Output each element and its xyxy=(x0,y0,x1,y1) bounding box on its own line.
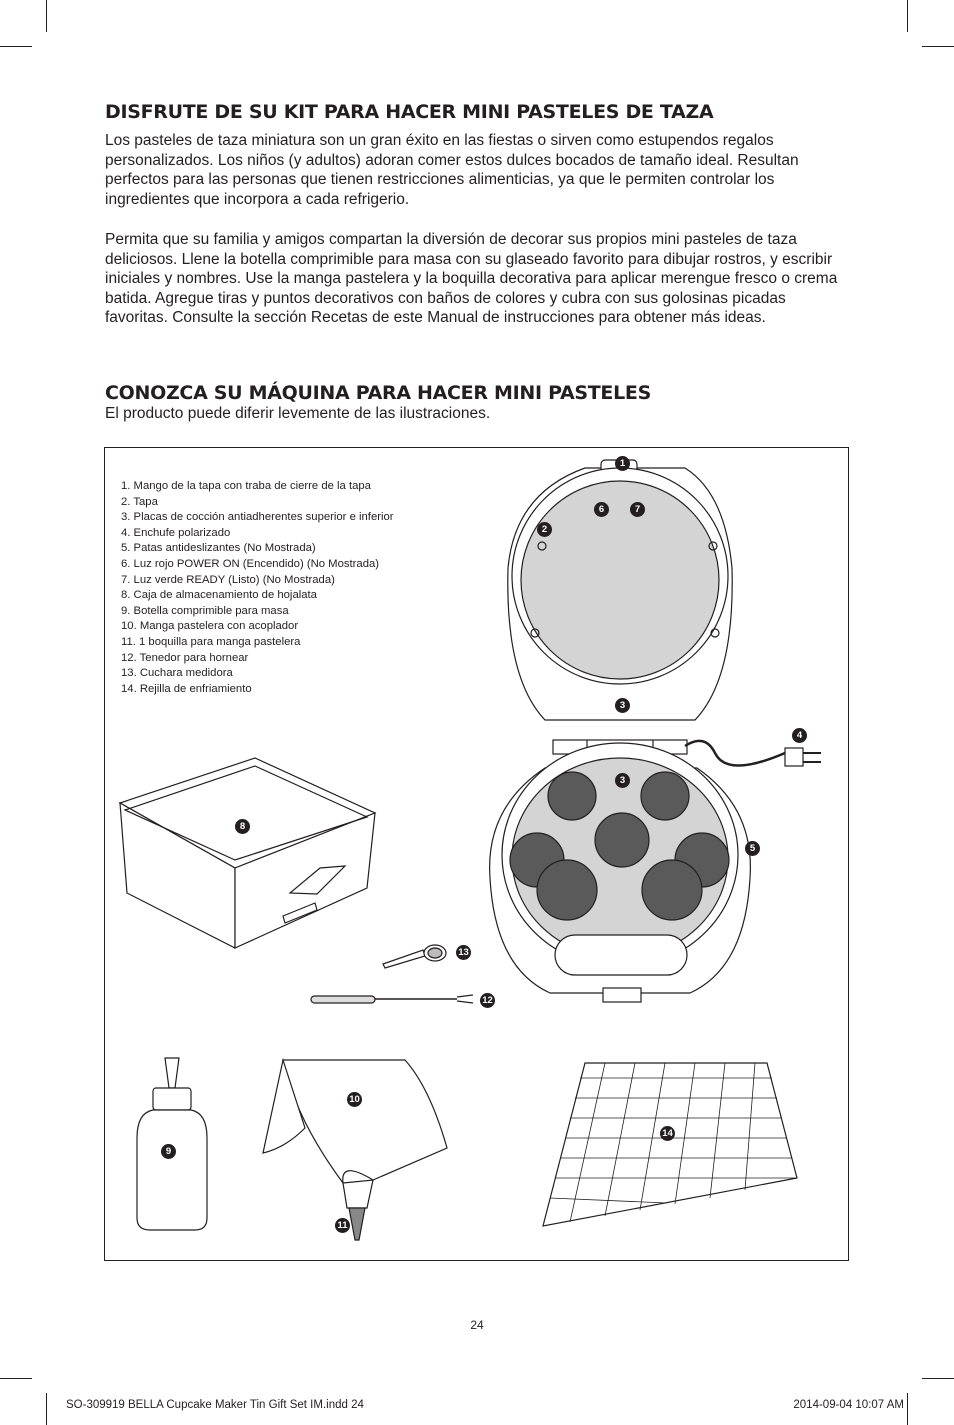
parts-list-item: 8. Caja de almacenamiento de hojalata xyxy=(121,589,317,602)
decorating-paragraph: Permita que su familia y amigos compartan la diversión de decorar sus propios mini pasteles de taza deliciosos. Llene la botella comprimible para masa con su glaseado favorito para dibujar rostros, y escribir iniciales y nombres. Use la manga pastelera y la boquilla decorativa para aplicar merengue fresco o crema batida. Agregue tiras y puntos decorativos con baños de colores y cubra con sus golosinas picadas favoritas. Consulte la sección Recetas de este Manual de instrucciones para obtener más ideas. xyxy=(105,231,838,326)
footer-file-name: SO-309919 BELLA Cupcake Maker Tin Gift Set IM.indd 24 xyxy=(66,1399,364,1411)
pastry-bag xyxy=(263,1060,447,1240)
parts-list-item: 6. Luz rojo POWER ON (Encendido) (No Mostrada) xyxy=(121,557,380,570)
parts-list-item: 9. Botella comprimible para masa xyxy=(121,604,289,617)
callout-3-upper: 3 xyxy=(615,698,630,713)
crop-mark xyxy=(0,1378,32,1379)
crop-mark xyxy=(46,1393,47,1425)
parts-list-item: 2. Tapa xyxy=(121,495,158,508)
intro-paragraph: Los pasteles de taza miniatura son un gran éxito en las fiestas o sirven como estupendos regalos personalizados. Los niños (y adultos) adoran comer estos dulces bocados de tamaño ideal. Resultan perfectos para las personas que tienen restricciones alimenticias, ya que le permiten controlar los ingredientes que incorpora a cada refrigerio. xyxy=(105,132,799,208)
callout-13: 13 xyxy=(456,945,471,960)
polarized-plug-icon xyxy=(785,748,821,766)
callout-10: 10 xyxy=(347,1092,362,1107)
footer-timestamp: 2014-09-04 10:07 AM xyxy=(793,1399,904,1411)
parts-list-item: 10. Manga pastelera con acoplador xyxy=(121,620,299,633)
parts-list-item: 12. Tenedor para hornear xyxy=(121,651,249,664)
base-handle xyxy=(555,935,687,975)
measuring-spoon xyxy=(383,945,446,968)
callout-11: 11 xyxy=(335,1218,350,1233)
cupcake-well xyxy=(548,772,596,820)
section-title-enjoy: DISFRUTE DE SU KIT PARA HACER MINI PASTELES DE TAZA xyxy=(105,101,714,123)
baking-fork xyxy=(311,995,473,1003)
upper-cooking-plate xyxy=(521,481,719,679)
crop-mark xyxy=(922,46,954,47)
callout-7: 7 xyxy=(630,502,645,517)
parts-list-item: 1. Mango de la tapa con traba de cierre de la tapa xyxy=(121,480,371,492)
illustration-disclaimer: El producto puede diferir levemente de las ilustraciones. xyxy=(105,405,491,422)
parts-list-item: 4. Enchufe polarizado xyxy=(121,526,231,539)
callout-2: 2 xyxy=(537,522,552,537)
parts-list-item: 11. 1 boquilla para manga pastelera xyxy=(121,635,301,648)
callout-4: 4 xyxy=(792,728,807,743)
crop-mark xyxy=(0,46,32,47)
decorating-tip xyxy=(349,1208,365,1240)
parts-list-item: 7. Luz verde READY (Listo) (No Mostrada) xyxy=(121,573,335,586)
section-title-know-your-machine: CONOZCA SU MÁQUINA PARA HACER MINI PASTELES xyxy=(105,382,651,404)
callout-1: 1 xyxy=(615,456,630,471)
crop-mark xyxy=(46,0,47,32)
coupler xyxy=(343,1180,373,1208)
page-number: 24 xyxy=(470,1318,484,1332)
callout-5: 5 xyxy=(745,841,760,856)
tin-storage-box xyxy=(120,758,375,948)
crop-mark xyxy=(922,1378,954,1379)
parts-list-item: 3. Placas de cocción antiadherentes superior e inferior xyxy=(121,511,394,524)
parts-list-item: 5. Patas antideslizantes (No Mostrada) xyxy=(121,542,316,555)
product-illustration xyxy=(105,448,850,1262)
cupcake-well xyxy=(642,860,702,920)
cooling-rack xyxy=(543,1063,797,1226)
crop-mark xyxy=(907,0,908,32)
power-cord xyxy=(685,741,785,766)
cupcake-maker-lid xyxy=(508,460,732,720)
crop-mark xyxy=(907,1393,908,1425)
cupcake-well xyxy=(537,860,597,920)
callout-6: 6 xyxy=(594,502,609,517)
callout-9: 9 xyxy=(161,1144,176,1159)
callout-3-lower: 3 xyxy=(615,773,630,788)
parts-list-item: 13. Cuchara medidora xyxy=(121,667,233,680)
callout-14: 14 xyxy=(660,1126,675,1141)
cupcake-well xyxy=(641,772,689,820)
callout-12: 12 xyxy=(480,993,495,1008)
cupcake-well xyxy=(595,813,649,867)
callout-8: 8 xyxy=(235,819,250,834)
parts-diagram-frame xyxy=(104,447,849,1261)
parts-list-item: 14. Rejilla de enfriamiento xyxy=(121,682,252,695)
